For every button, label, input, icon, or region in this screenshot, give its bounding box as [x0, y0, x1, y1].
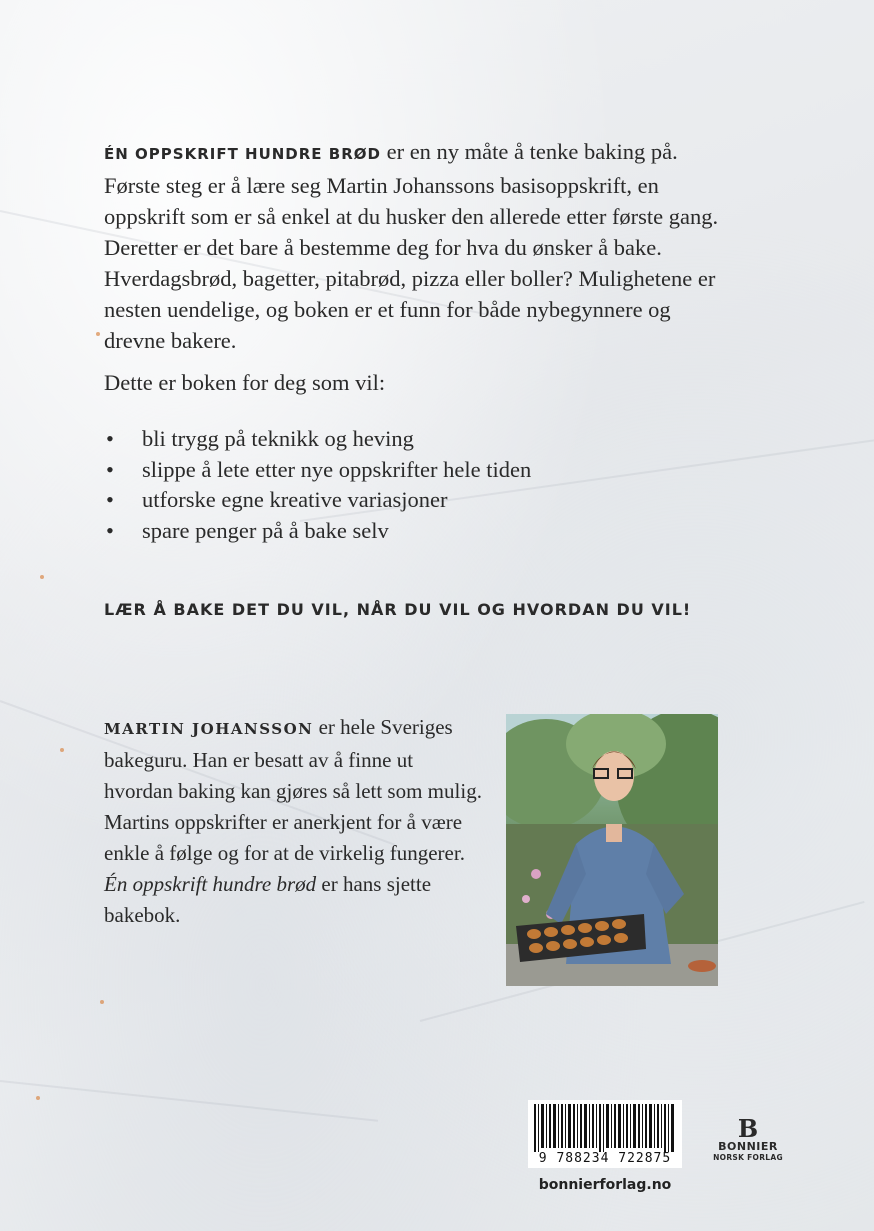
author-photo [506, 714, 718, 986]
barcode-bars [528, 1100, 682, 1152]
publisher-logo-mark: B [737, 1114, 759, 1143]
bio-book-title: Én oppskrift hundre brød [104, 872, 317, 896]
list-item: • utforske egne kreative variasjoner [104, 485, 531, 516]
slogan: LÆR Å BAKE DET DU VIL, NÅR DU VIL OG HVORDAN DU VIL! [104, 600, 692, 619]
list-item: • spare penger på å bake selv [104, 516, 531, 547]
publisher-subname: NORSK FORLAG [713, 1153, 783, 1162]
list-item: • slippe å lete etter nye oppskrifter hele tiden [104, 455, 531, 486]
isbn-number: 9 788234 722875 [538, 1151, 672, 1166]
list-lead: Dette er boken for deg som vil: [104, 370, 386, 395]
intro-paragraph [104, 136, 724, 356]
benefit-list [104, 424, 531, 546]
publisher-website: bonnierforlag.no [538, 1177, 672, 1193]
book-title-caps: ÉN OPPSKRIFT HUNDRE BRØD [104, 145, 381, 163]
barcode [528, 1100, 682, 1168]
publisher-logo [708, 1114, 788, 1162]
bio-text-1: er hele Sveriges bakeguru. Han er besatt av å finne ut hvordan baking kan gjøres så lett som mulig. Martins oppskrifter er anerkjent for å være enkle å følge og for at de virkelig fungerer. [104, 715, 482, 865]
author-bio [104, 712, 484, 931]
publisher-name: BONNIER [718, 1140, 778, 1153]
author-name: MARTIN JOHANSSON [104, 720, 314, 738]
list-item: • bli trygg på teknikk og heving [104, 424, 531, 455]
bio-text-2: er hans sjette bakebok. [104, 872, 432, 927]
intro-text: er en ny måte å tenke baking på. Første steg er å lære seg Martin Johanssons basisoppskrift, en oppskrift som er så enkel at du husker den allerede etter første gang. Deretter er det bare å bestemme deg for hva du ønsker å bake. Hverdagsbrød, bagetter, pitabrød, pizza eller boller? Mulighetene er nesten uendelige, og boken er et funn for både nybegynnere og drevne bakere. [104, 139, 719, 353]
